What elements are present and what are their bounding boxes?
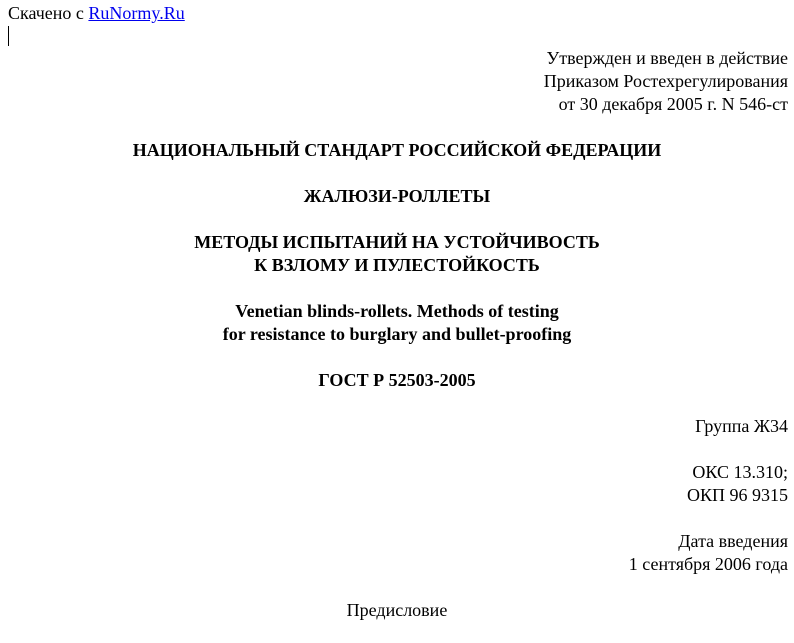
subject-heading: ЖАЛЮЗИ-РОЛЛЕТЫ	[303, 186, 491, 206]
methods-heading	[0, 231, 794, 277]
runormy-link[interactable]: RuNormy.Ru	[88, 3, 185, 23]
approval-line: Утвержден и введен в действие	[546, 48, 788, 68]
approval-line: Приказом Ростехрегулирования	[543, 71, 788, 91]
intro-date-value: 1 сентября 2006 года	[628, 554, 788, 574]
national-standard-heading: НАЦИОНАЛЬНЫЙ СТАНДАРТ РОССИЙСКОЙ ФЕДЕРАЦИИ	[132, 140, 662, 160]
group-code: Группа Ж34	[695, 416, 788, 436]
okp-code: ОКП 96 9315	[686, 485, 788, 505]
downloaded-prefix: Скачено с	[8, 3, 89, 23]
download-source-line	[8, 2, 185, 25]
methods-line: МЕТОДЫ ИСПЫТАНИЙ НА УСТОЙЧИВОСТЬ	[194, 232, 600, 252]
english-title-line: for resistance to burglary and bullet-proofing	[222, 324, 572, 344]
english-title-line: Venetian blinds-rollets. Methods of testing	[235, 301, 559, 321]
intro-date-label: Дата введения	[678, 531, 788, 551]
gost-number: ГОСТ Р 52503-2005	[318, 370, 476, 390]
text-cursor	[8, 26, 9, 46]
intro-date-block	[629, 530, 788, 576]
methods-line: К ВЗЛОМУ И ПУЛЕСТОЙКОСТЬ	[254, 255, 540, 275]
approval-line: от 30 декабря 2005 г. N 546-ст	[558, 94, 788, 114]
foreword-heading: Предисловие	[346, 600, 448, 620]
oks-code: ОКС 13.310;	[692, 462, 788, 482]
english-title	[0, 300, 794, 346]
approval-block	[544, 47, 788, 116]
classification-codes	[687, 461, 788, 507]
